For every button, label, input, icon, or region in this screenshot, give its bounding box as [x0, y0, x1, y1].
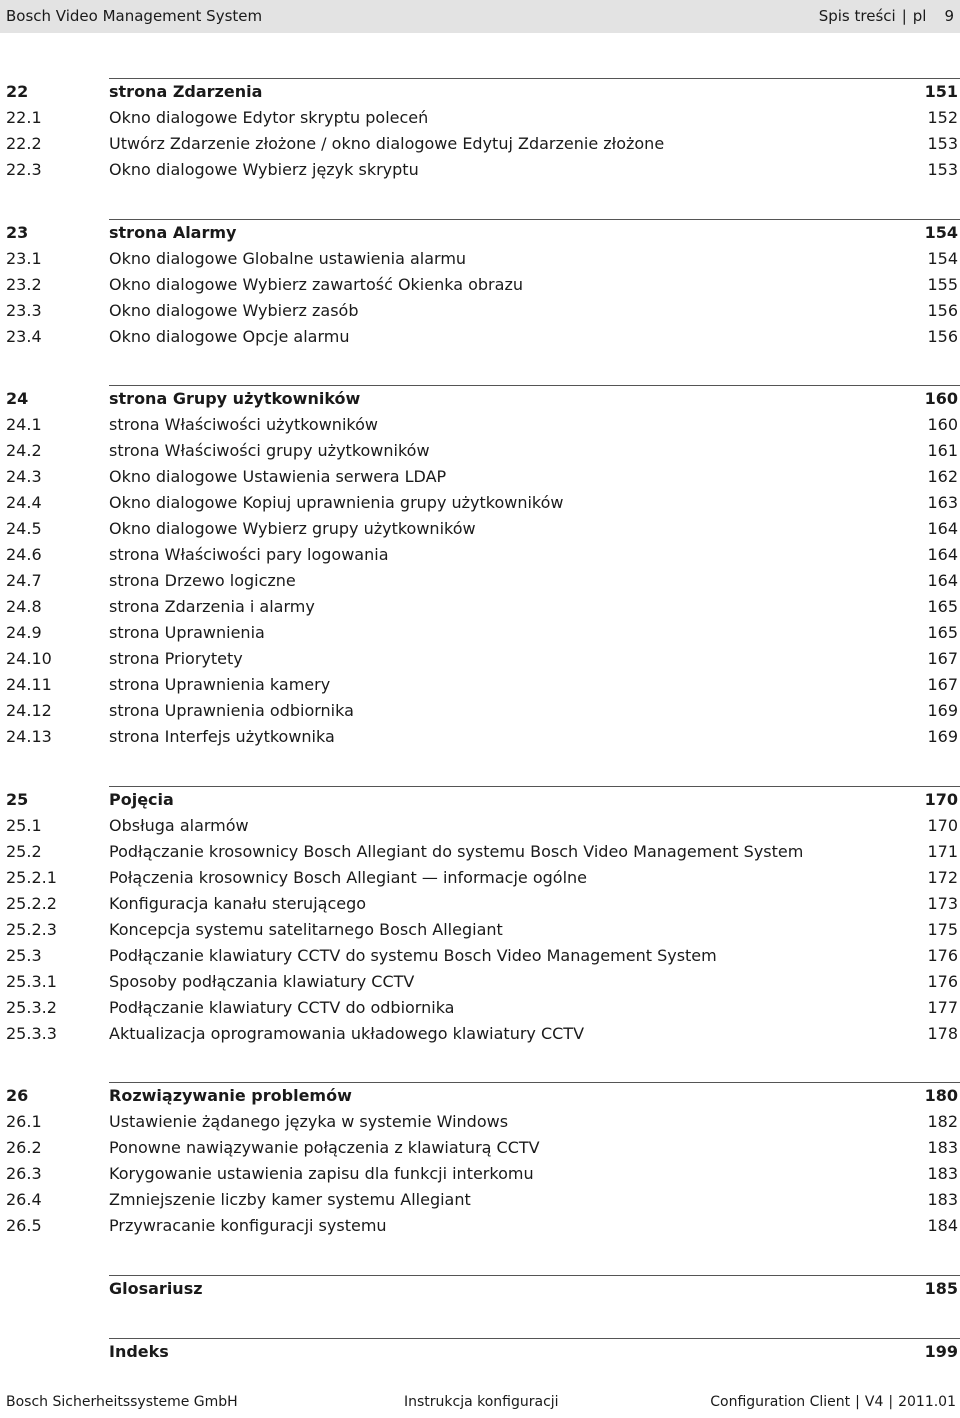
toc-entry[interactable]	[6, 995, 960, 1021]
toc-entry-page: 155	[927, 275, 958, 294]
header-language: pl	[912, 7, 927, 25]
toc-entry[interactable]	[6, 646, 960, 672]
toc-entry-number: 22.2	[6, 134, 42, 153]
toc-entry[interactable]	[6, 568, 960, 594]
toc-entry[interactable]	[6, 272, 960, 298]
toc-entry-number: 24.9	[6, 623, 42, 642]
toc-entry[interactable]	[6, 594, 960, 620]
toc-entry-title: strona Właściwości pary logowania	[109, 545, 389, 564]
toc-entry[interactable]	[6, 516, 960, 542]
toc-entry-number: 22.1	[6, 108, 42, 127]
toc-entry-title: Okno dialogowe Wybierz zawartość Okienka obrazu	[109, 275, 523, 294]
toc-entry-title: Zmniejszenie liczby kamer systemu Allegiant	[109, 1190, 471, 1209]
toc-entry-number: 23.4	[6, 327, 42, 346]
toc-entry-number: 24.3	[6, 467, 42, 486]
toc-entry-page: 167	[927, 675, 958, 694]
toc-entry-title: strona Uprawnienia	[109, 623, 265, 642]
toc-entry[interactable]	[6, 969, 960, 995]
toc-entry-page: 165	[927, 597, 958, 616]
toc-entry-number: 24	[6, 389, 29, 408]
toc-entry-title: Okno dialogowe Opcje alarmu	[109, 327, 350, 346]
toc-entry-page: 160	[927, 415, 958, 434]
toc-entry-number: 24.1	[6, 415, 42, 434]
toc-entry-page: 178	[927, 1024, 958, 1043]
toc-entry-title: Okno dialogowe Edytor skryptu poleceń	[109, 108, 429, 127]
toc-entry-number: 24.2	[6, 441, 42, 460]
footer-version: V4	[864, 1394, 884, 1410]
toc-entry-number: 26.2	[6, 1138, 42, 1157]
toc-entry-title: Obsługa alarmów	[109, 816, 249, 835]
toc-entry-number: 24.11	[6, 675, 52, 694]
toc-entry-page: 167	[927, 649, 958, 668]
toc-entry-number: 24.13	[6, 727, 52, 746]
toc-entry-title: Okno dialogowe Globalne ustawienia alarmu	[109, 249, 467, 268]
toc-entry[interactable]	[6, 1161, 960, 1187]
toc-entry-number: 25.2.1	[6, 868, 57, 887]
header-separator: |	[901, 7, 907, 25]
toc-entry-page: 199	[924, 1342, 958, 1361]
page-header	[0, 0, 960, 33]
toc-entry-page: 154	[927, 249, 958, 268]
toc-entry-page: 153	[927, 134, 958, 153]
toc-chapter-entry[interactable]	[6, 1083, 960, 1109]
toc-entry-page: 180	[924, 1086, 958, 1105]
toc-entry-title: Glosariusz	[109, 1279, 203, 1298]
toc-entry[interactable]	[6, 438, 960, 464]
toc-chapter-entry[interactable]	[6, 1276, 960, 1302]
toc-chapter-entry[interactable]	[6, 386, 960, 412]
toc-entry-title: Aktualizacja oprogramowania układowego klawiatury CCTV	[109, 1024, 585, 1043]
toc-entry-number: 25.2.2	[6, 894, 57, 913]
toc-entry-page: 151	[924, 82, 958, 101]
toc-entry-title: strona Priorytety	[109, 649, 243, 668]
toc-entry-title: Okno dialogowe Wybierz grupy użytkowników	[109, 519, 476, 538]
toc-entry[interactable]	[6, 1213, 960, 1239]
toc-entry-page: 184	[927, 1216, 958, 1235]
toc-entry-number: 24.6	[6, 545, 42, 564]
toc-entry[interactable]	[6, 672, 960, 698]
toc-entry-page: 156	[927, 327, 958, 346]
toc-entry[interactable]	[6, 131, 960, 157]
toc-entry-number: 24.12	[6, 701, 52, 720]
footer-company: Bosch Sicherheitssysteme GmbH	[6, 1394, 238, 1410]
toc-entry-number: 25.2.3	[6, 920, 57, 939]
toc-entry-title: Rozwiązywanie problemów	[109, 1086, 352, 1105]
toc-entry-number: 24.8	[6, 597, 42, 616]
toc-entry-number: 25.3.1	[6, 972, 57, 991]
toc-entry-page: 161	[927, 441, 958, 460]
toc-entry-page: 170	[927, 816, 958, 835]
toc-entry-number: 22.3	[6, 160, 42, 179]
toc-entry-title: Okno dialogowe Wybierz zasób	[109, 301, 359, 320]
toc-entry-title: Indeks	[109, 1342, 169, 1361]
toc-entry-page: 170	[924, 790, 958, 809]
toc-entry-page: 176	[927, 972, 958, 991]
toc-entry-title: strona Zdarzenia i alarmy	[109, 597, 315, 616]
toc-entry-page: 183	[927, 1164, 958, 1183]
toc-entry-page: 183	[927, 1190, 958, 1209]
toc-entry[interactable]	[6, 698, 960, 724]
toc-entry-number: 24.10	[6, 649, 52, 668]
toc-entry-page: 154	[924, 223, 958, 242]
toc-entry-title: Przywracanie konfiguracji systemu	[109, 1216, 387, 1235]
toc-entry[interactable]	[6, 412, 960, 438]
toc-entry-number: 24.5	[6, 519, 42, 538]
toc-entry-number: 23.1	[6, 249, 42, 268]
toc-entry-number: 24.4	[6, 493, 42, 512]
footer-date: 2011.01	[898, 1394, 956, 1410]
header-section: Spis treści	[818, 7, 896, 25]
toc-entry-number: 26.3	[6, 1164, 42, 1183]
toc-entry-page: 169	[927, 727, 958, 746]
footer-doc-type: Instrukcja konfiguracji	[404, 1394, 559, 1410]
toc-entry-page: 185	[924, 1279, 958, 1298]
toc-entry[interactable]	[6, 917, 960, 943]
toc-entry-page: 152	[927, 108, 958, 127]
toc-entry-title: strona Uprawnienia odbiornika	[109, 701, 354, 720]
toc-entry[interactable]	[6, 1135, 960, 1161]
toc-entry-page: 172	[927, 868, 958, 887]
toc-entry-number: 25.3.2	[6, 998, 57, 1017]
toc-entry-title: strona Grupy użytkowników	[109, 389, 361, 408]
toc-entry-title: Utwórz Zdarzenie złożone / okno dialogowe Edytuj Zdarzenie złożone	[109, 134, 665, 153]
toc-entry-page: 183	[927, 1138, 958, 1157]
header-meta	[819, 7, 954, 25]
toc-entry-page: 165	[927, 623, 958, 642]
toc-entry-page: 162	[927, 467, 958, 486]
toc-entry-title: Okno dialogowe Kopiuj uprawnienia grupy użytkowników	[109, 493, 564, 512]
header-app-title: Bosch Video Management System	[6, 7, 263, 25]
toc-entry[interactable]	[6, 891, 960, 917]
toc-entry-number: 22	[6, 82, 29, 101]
toc-entry-number: 24.7	[6, 571, 42, 590]
toc-entry-page: 182	[927, 1112, 958, 1131]
toc-entry[interactable]	[6, 865, 960, 891]
toc-chapter-entry[interactable]	[6, 220, 960, 246]
toc-entry-title: Konfiguracja kanału sterującego	[109, 894, 367, 913]
toc-entry-number: 23	[6, 223, 29, 242]
toc-entry[interactable]	[6, 813, 960, 839]
toc-entry-number: 25.1	[6, 816, 42, 835]
toc-entry[interactable]	[6, 1187, 960, 1213]
toc-entry-title: Okno dialogowe Ustawienia serwera LDAP	[109, 467, 447, 486]
toc-entry-page: 160	[924, 389, 958, 408]
toc-entry-title: Okno dialogowe Wybierz język skryptu	[109, 160, 419, 179]
toc-entry[interactable]	[6, 542, 960, 568]
toc-entry-title: strona Uprawnienia kamery	[109, 675, 331, 694]
toc-entry-title: Podłączanie klawiatury CCTV do systemu Bosch Video Management System	[109, 946, 717, 965]
toc-chapter-entry[interactable]	[6, 79, 960, 105]
toc-entry-title: Ponowne nawiązywanie połączenia z klawiaturą CCTV	[109, 1138, 540, 1157]
footer-product-info: Configuration Client | V4 | 2011.01	[710, 1394, 956, 1410]
toc-entry[interactable]	[6, 246, 960, 272]
toc-entry[interactable]	[6, 157, 960, 183]
toc-entry-title: strona Właściwości grupy użytkowników	[109, 441, 430, 460]
toc-entry-title: strona Drzewo logiczne	[109, 571, 296, 590]
toc-entry-number: 25.3.3	[6, 1024, 57, 1043]
toc-entry[interactable]	[6, 1109, 960, 1135]
toc-entry-number: 25.2	[6, 842, 42, 861]
toc-entry-page: 164	[927, 519, 958, 538]
toc-entry-number: 23.2	[6, 275, 42, 294]
toc-entry-title: Koncepcja systemu satelitarnego Bosch Allegiant	[109, 920, 503, 939]
footer-product: Configuration Client	[710, 1394, 851, 1410]
toc-entry-title: Podłączanie krosownicy Bosch Allegiant do systemu Bosch Video Management System	[109, 842, 804, 861]
toc-entry-page: 164	[927, 571, 958, 590]
toc-entry-title: Korygowanie ustawienia zapisu dla funkcji interkomu	[109, 1164, 534, 1183]
toc-entry-title: strona Właściwości użytkowników	[109, 415, 378, 434]
toc-entry[interactable]	[6, 464, 960, 490]
toc-entry-title: strona Alarmy	[109, 223, 237, 242]
toc-entry-number: 26.4	[6, 1190, 42, 1209]
toc-entry-page: 177	[927, 998, 958, 1017]
toc-entry-number: 25	[6, 790, 29, 809]
toc-entry-page: 171	[927, 842, 958, 861]
toc-chapter-entry[interactable]	[6, 787, 960, 813]
toc-entry[interactable]	[6, 105, 960, 131]
toc-entry-title: Połączenia krosownicy Bosch Allegiant — informacje ogólne	[109, 868, 587, 887]
toc-entry-title: strona Zdarzenia	[109, 82, 263, 101]
toc-entry-number: 26.5	[6, 1216, 42, 1235]
toc-entry[interactable]	[6, 943, 960, 969]
toc-entry-number: 23.3	[6, 301, 42, 320]
toc-entry-page: 164	[927, 545, 958, 564]
toc-entry-number: 25.3	[6, 946, 42, 965]
toc-entry[interactable]	[6, 724, 960, 750]
toc-entry-number: 26.1	[6, 1112, 42, 1131]
header-page-number: 9	[944, 7, 954, 25]
toc-entry-page: 173	[927, 894, 958, 913]
toc-entry-title: strona Interfejs użytkownika	[109, 727, 335, 746]
toc-entry-page: 156	[927, 301, 958, 320]
toc-entry[interactable]	[6, 490, 960, 516]
toc-entry-title: Pojęcia	[109, 790, 174, 809]
toc-entry-page: 176	[927, 946, 958, 965]
toc-entry[interactable]	[6, 298, 960, 324]
toc-entry[interactable]	[6, 1021, 960, 1047]
toc-entry-title: Ustawienie żądanego języka w systemie Windows	[109, 1112, 509, 1131]
toc-entry-page: 175	[927, 920, 958, 939]
toc-entry-title: Podłączanie klawiatury CCTV do odbiornika	[109, 998, 455, 1017]
toc-entry-number: 26	[6, 1086, 29, 1105]
toc-entry-page: 169	[927, 701, 958, 720]
toc-entry-page: 153	[927, 160, 958, 179]
toc-entry[interactable]	[6, 620, 960, 646]
toc-entry[interactable]	[6, 324, 960, 350]
toc-entry-title: Sposoby podłączania klawiatury CCTV	[109, 972, 415, 991]
toc-chapter-entry[interactable]	[6, 1339, 960, 1365]
toc-entry-page: 163	[927, 493, 958, 512]
toc-entry[interactable]	[6, 839, 960, 865]
